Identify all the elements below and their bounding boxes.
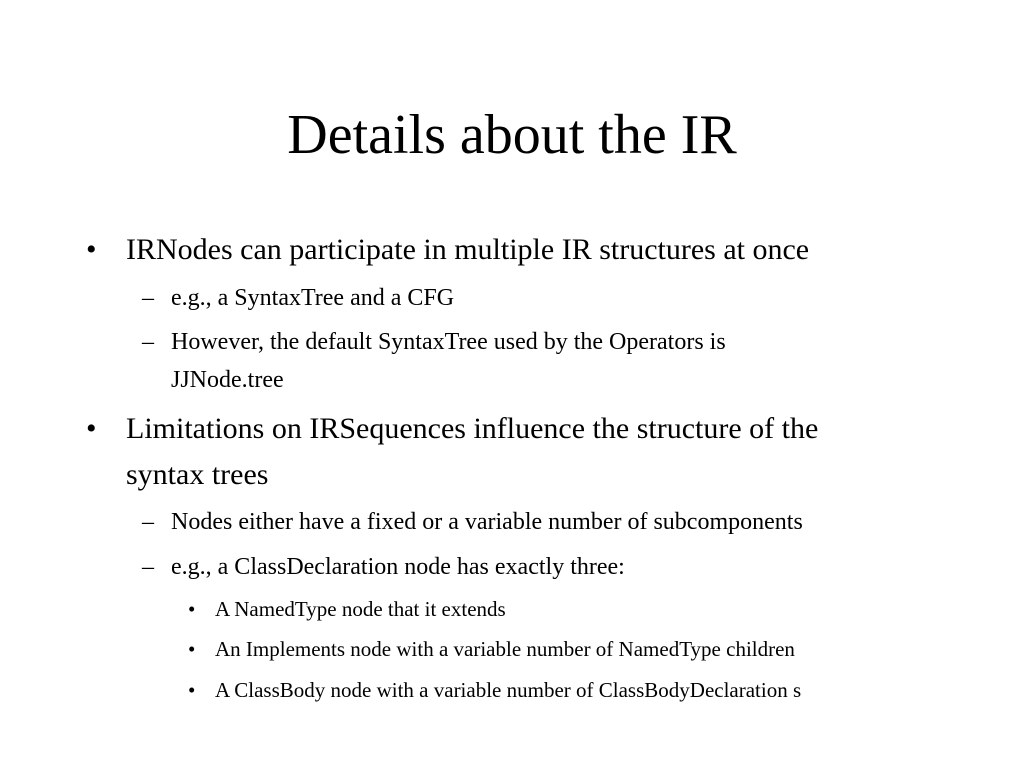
- dash-marker: –: [142, 329, 154, 355]
- dash-marker: –: [142, 554, 154, 580]
- slide-title: Details about the IR: [287, 104, 737, 166]
- bullet-item-1: IRNodes can participate in multiple IR structures at once: [126, 233, 810, 266]
- sub-sub-item-3: A ClassBody node with a variable number of ClassBodyDeclaration s: [215, 678, 802, 702]
- sub-sub-item-2: An Implements node with a variable number of NamedType children: [215, 637, 795, 661]
- sub-item-1-1: e.g., a SyntaxTree and a CFG: [171, 285, 455, 311]
- sub-item-2-2: e.g., a ClassDeclaration node has exactly three:: [171, 554, 625, 580]
- dash-marker: –: [142, 509, 154, 535]
- sub-item-2-1: Nodes either have a fixed or a variable number of subcomponents: [171, 509, 803, 535]
- bullet-marker: •: [188, 637, 196, 661]
- bullet-item-2-line2: syntax trees: [126, 458, 269, 491]
- sub-item-1-2-line1: However, the default SyntaxTree used by the Operators is: [171, 329, 726, 355]
- sub-item-1-2-line2: JJNode.tree: [171, 367, 284, 393]
- bullet-item-2-line1: Limitations on IRSequences influence the structure of the: [126, 412, 819, 445]
- bullet-marker: •: [86, 233, 97, 266]
- bullet-marker: •: [188, 597, 196, 621]
- dash-marker: –: [142, 285, 154, 311]
- bullet-marker: •: [86, 412, 97, 445]
- bullet-marker: •: [188, 678, 196, 702]
- sub-sub-item-1: A NamedType node that it extends: [215, 597, 506, 621]
